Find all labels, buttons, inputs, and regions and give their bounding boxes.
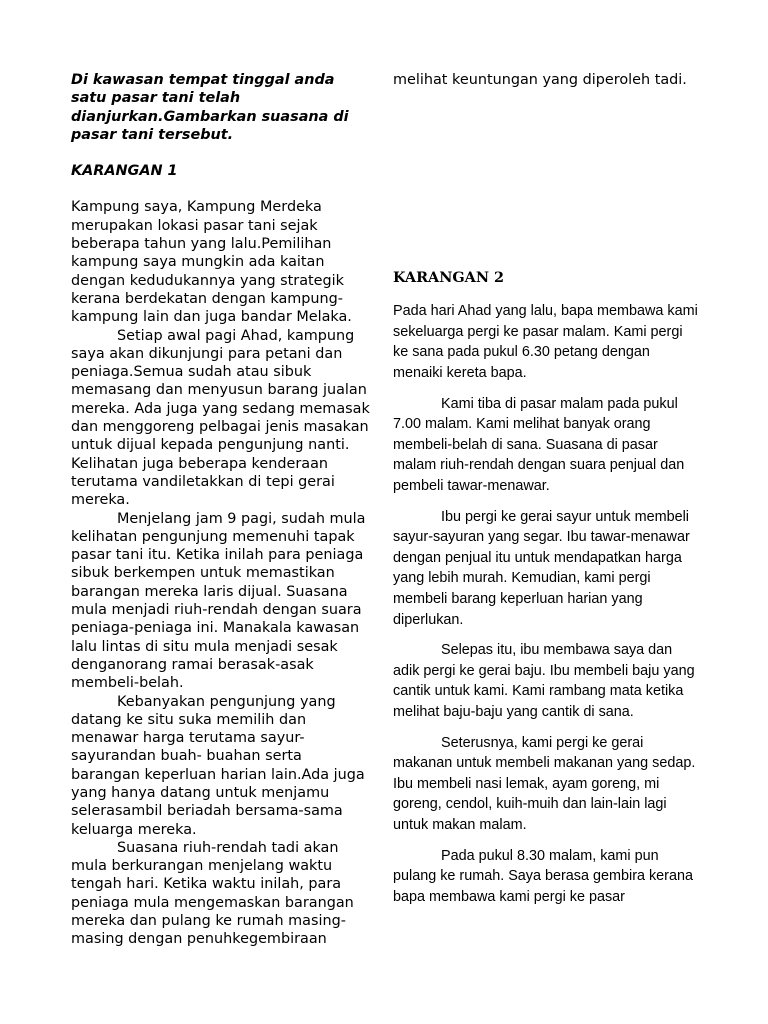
karangan-2-heading: KARANGAN 2 bbox=[393, 269, 505, 287]
right-column bbox=[393, 71, 699, 907]
left-column bbox=[71, 71, 371, 949]
karangan-2-paragraph-5: Seterusnya, kami pergi ke gerai makanan untuk membeli makanan yang sedap. Ibu membeli nasi lemak, ayam goreng, mi goreng, cendol, kuih-muih dan lain-lain lagi untuk makan malam. bbox=[393, 734, 696, 833]
karangan-2-paragraph-2: Kami tiba di pasar malam pada pukul 7.00 malam. Kami melihat banyak orang membeli-belah di sana. Suasana di pasar malam riuh-rendah dengan suara penjual dan pembeli tawar-menawar. bbox=[393, 395, 685, 495]
essay-question: Di kawasan tempat tinggal anda satu pasar tani telah dianjurkan.Gambarkan suasana di pasar tani tersebut. bbox=[71, 72, 349, 143]
karangan-2-paragraph-3: Ibu pergi ke gerai sayur untuk membeli sayur-sayuran yang segar. Ibu tawar-menawar dengan penjual itu untuk mendapatkan harga yang lebih murah. Kemudian, kami pergi membeli barang keperluan harian yang diperlukan. bbox=[393, 508, 690, 628]
karangan-1-continuation: melihat keuntungan yang diperoleh tadi. bbox=[393, 72, 687, 88]
karangan-2-paragraph-6: Pada pukul 8.30 malam, kami pun pulang ke rumah. Saya berasa gembira kerana bapa membawa kami pergi ke pasar bbox=[393, 847, 693, 905]
karangan-2-paragraph-1: Pada hari Ahad yang lalu, bapa membawa kami sekeluarga pergi ke pasar malam. Kami pergi ke sana pada pukul 6.30 petang dengan menaiki kereta bapa. bbox=[393, 303, 698, 382]
karangan-1-paragraph-3: Menjelang jam 9 pagi, sudah mula kelihatan pengunjung memenuhi tapak pasar tani itu. Ketika inilah para peniaga sibuk berkempen untuk memastikan barangan mereka laris dijual. Suasana mula menjadi riuh-rendah dengan suara peniaga-peniaga ini. Manakala kawasan lalu lintas di situ mula menjadi sesak denganorang ramai berasak-asak membeli-belah. bbox=[71, 510, 366, 692]
karangan-1-paragraph-5: Suasana riuh-rendah tadi akan mula berkurangan menjelang waktu tengah hari. Ketika waktu inilah, para peniaga mula mengemaskan barangan mereka dan pulang ke rumah masing-masing dengan penuhkegembiraan bbox=[71, 839, 354, 948]
karangan-1-paragraph-4: Kebanyakan pengunjung yang datang ke situ suka memilih dan menawar harga terutama sayur-sayurandan buah- buahan serta barangan keperluan harian lain.Ada juga yang hanya datang untuk menjamu selerasambil beriadah bersama-sama keluarga mereka. bbox=[71, 693, 365, 838]
karangan-1-paragraph-2: Setiap awal pagi Ahad, kampung saya akan dikunjungi para petani dan peniaga.Semua sudah atau sibuk memasang dan menyusun barang jualan mereka. Ada juga yang sedang memasak dan menggoreng pelbagai jenis masakan untuk dijual kepada pengunjung nanti. Kelihatan juga beberapa kenderaan terutama vandiletakkan di tepi gerai mereka. bbox=[71, 327, 370, 509]
karangan-1-paragraph-1: Kampung saya, Kampung Merdeka merupakan lokasi pasar tani sejak beberapa tahun yang lalu.Pemilihan kampung saya mungkin ada kaitan dengan kedudukannya yang strategik kerana berdekatan dengan kampung-kampung lain dan juga bandar Melaka. bbox=[71, 199, 352, 326]
karangan-1-heading: KARANGAN 1 bbox=[71, 163, 178, 180]
karangan-2-paragraph-4: Selepas itu, ibu membawa saya dan adik pergi ke gerai baju. Ibu membeli baju yang cantik untuk kami. Kami rambang mata ketika melihat baju-baju yang cantik di sana. bbox=[393, 642, 695, 720]
